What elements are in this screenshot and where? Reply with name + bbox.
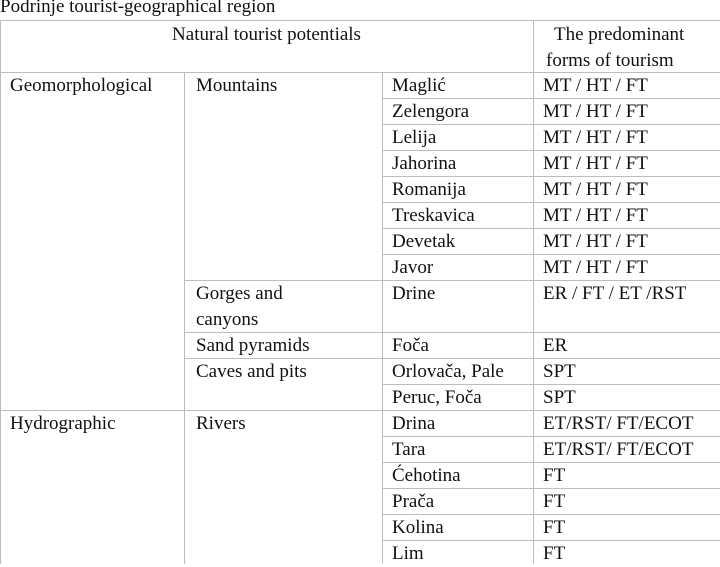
- header-forms-line2: forms of tourism: [546, 50, 674, 71]
- subgroup-type-label: Sand pyramids: [196, 335, 310, 356]
- column-divider-2: [382, 72, 383, 564]
- tourism-forms: MT / HT / FT: [543, 153, 648, 174]
- subgroup-type-label: Mountains: [196, 75, 278, 96]
- tourism-forms: FT: [543, 543, 566, 564]
- tourism-forms: MT / HT / FT: [543, 179, 648, 200]
- column-divider-3: [533, 20, 534, 564]
- location-name: Orlovača, Pale: [392, 361, 504, 382]
- subgroup-type-label: Rivers: [196, 413, 246, 434]
- location-name: Jahorina: [392, 153, 457, 174]
- location-name: Drine: [392, 283, 436, 304]
- location-name: Maglić: [392, 75, 446, 96]
- location-name: Drina: [392, 413, 436, 434]
- location-name: Treskavica: [392, 205, 475, 226]
- table-border-left: [0, 20, 1, 564]
- subgroup-type-label: Gorges and: [196, 283, 283, 304]
- location-name: Peruc, Foča: [392, 387, 482, 408]
- location-name: Javor: [392, 257, 434, 278]
- header-top-border: [0, 20, 720, 21]
- tourism-forms: FT: [543, 517, 566, 538]
- column-divider-1: [184, 72, 185, 564]
- tourism-forms: ET/RST/ FT/ECOT: [543, 439, 694, 460]
- tourism-forms: MT / HT / FT: [543, 205, 648, 226]
- tourism-forms: MT / HT / FT: [543, 257, 648, 278]
- tourism-forms: ET/RST/ FT/ECOT: [543, 413, 694, 434]
- location-name: Foča: [392, 335, 429, 356]
- tourism-forms: SPT: [543, 361, 576, 382]
- tourism-forms: ER: [543, 335, 568, 356]
- location-name: Lim: [392, 543, 424, 564]
- location-name: Zelengora: [392, 101, 470, 122]
- header-potentials: Natural tourist potentials: [172, 24, 361, 45]
- tourism-forms: FT: [543, 491, 566, 512]
- tourism-forms: MT / HT / FT: [543, 101, 648, 122]
- table-caption: Podrinje tourist-geographical region: [0, 0, 276, 17]
- tourism-forms: MT / HT / FT: [543, 231, 648, 252]
- location-name: Lelija: [392, 127, 437, 148]
- tourism-forms: FT: [543, 465, 566, 486]
- location-name: Ćehotina: [392, 465, 461, 486]
- subgroup-type-label: canyons: [196, 309, 259, 330]
- category-label: Hydrographic: [10, 413, 116, 434]
- tourism-forms: ER / FT / ET /RST: [543, 283, 687, 304]
- location-name: Prača: [392, 491, 435, 512]
- category-label: Geomorphological: [10, 75, 153, 96]
- location-name: Romanija: [392, 179, 466, 200]
- location-name: Kolina: [392, 517, 444, 538]
- tourism-forms: MT / HT / FT: [543, 75, 648, 96]
- subgroup-type-label: Caves and pits: [196, 361, 307, 382]
- header-forms-line1: The predominant: [554, 24, 685, 45]
- location-name: Tara: [392, 439, 426, 460]
- tourism-forms: SPT: [543, 387, 576, 408]
- location-name: Devetak: [392, 231, 456, 252]
- tourism-forms: MT / HT / FT: [543, 127, 648, 148]
